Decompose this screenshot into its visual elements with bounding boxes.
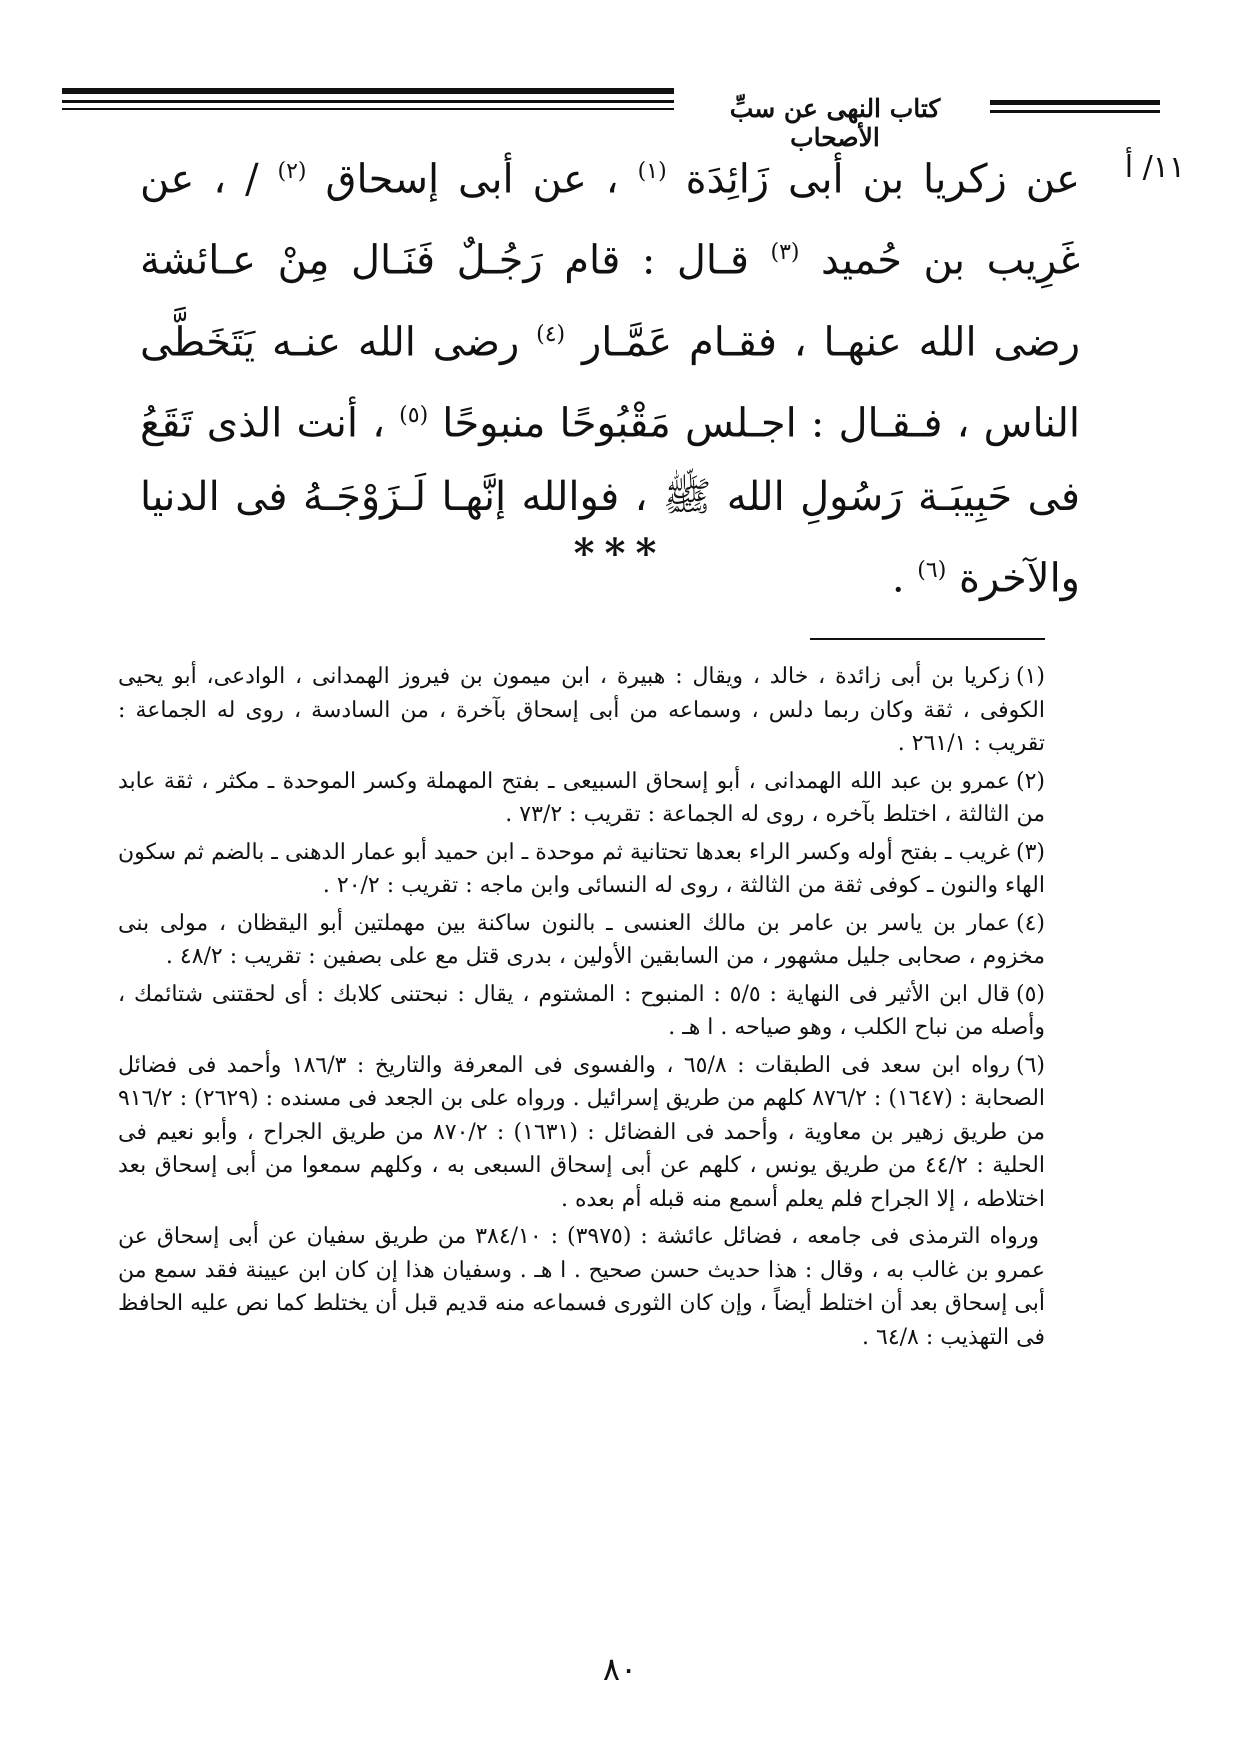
footnote-2 bbox=[118, 765, 1045, 832]
main-line-4: ، أنت الذى تَقَعُ فى حَبِيبَـة رَسُولِ الله ﷺ ، فوالله إنَّهـا لَـزَوْجَـهُ فى الدنيا والآخرة bbox=[140, 400, 1080, 602]
main-line-1c: / ، عن غَرِيب بن حُميد bbox=[140, 156, 1080, 284]
header-rule-left-thick bbox=[62, 88, 674, 94]
footnote-number: (٣) bbox=[1015, 839, 1045, 865]
footnote-number: (١) bbox=[1015, 664, 1045, 689]
main-line-1b: ، عن أبى إسحاق bbox=[325, 156, 619, 203]
footnote-number: (٢) bbox=[1015, 768, 1045, 794]
header-rule-right-thick bbox=[990, 100, 1160, 105]
main-line-4-end: . bbox=[891, 555, 905, 602]
footnote-marker-6: (٦) bbox=[917, 558, 947, 584]
footnote-separator bbox=[810, 638, 1045, 640]
footnote-text: قال ابن الأثير فى النهاية : ٥/٥ : المنبوح : المشتوم ، يقال : نبحتنى كلابك : أى لحقتنى شتائمك ، وأصله من نباح الكلب ، وهو صياحه . ا هـ . bbox=[118, 981, 1045, 1040]
footnote-5 bbox=[118, 978, 1045, 1045]
footnote-marker-5: (٥) bbox=[399, 402, 429, 428]
footnote-text: زكريا بن أبى زائدة ، خالد ، ويقال : هبيرة ، ابن ميمون بن فيروز الهمدانى ، الوادعى، أبو يحيى الكوفى ، ثقة وكان ربما دلس ، وسماعه من أبى إسحاق بآخرة ، من السادسة ، روى له الجماعة : تقريب : ٢٦١/١ . bbox=[118, 664, 1045, 756]
footnotes bbox=[118, 660, 1045, 1358]
footnote-6-continued bbox=[118, 1220, 1045, 1354]
page-number: ٨٠ bbox=[602, 1650, 638, 1688]
footnote-text: رواه ابن سعد فى الطبقات : ٦٥/٨ ، والفسوى فى المعرفة والتاريخ : ١٨٦/٣ وأحمد فى فضائل الصحابة : (١٦٤٧) : ٨٧٦/٢ كلهم من طريق إسرائيل . ورواه على بن الجعد فى مسنده : (٢٦٢٩) : ٩١٦/٢ من طريق زهير بن معاوية ، وأحمد فى الفضائل : (١٦٣١) : ٨٧٠/٢ من طريق الجراح ، وأبو نعيم فى الحلية : ٤٤/٢ من طريق يونس ، كلهم عن أبى إسحاق السبعى به ، وكلهم سمعوا من أبى إسحاق بعد اختلاطه ، إلا الجراح فلم يعلم أسمع منه قبله أم بعده . bbox=[118, 1052, 1046, 1212]
footnote-marker-4: (٤) bbox=[536, 321, 566, 347]
footnote-number: (٤) bbox=[1015, 910, 1045, 936]
header-rule-right-thin bbox=[990, 110, 1160, 113]
main-line-1: عن زكريا بن أبى زَائِدَة bbox=[685, 156, 1081, 203]
footnote-6 bbox=[118, 1049, 1045, 1217]
running-header: كتاب النهى عن سبِّ الأصحاب bbox=[729, 94, 941, 152]
footnote-number bbox=[1039, 1224, 1045, 1249]
main-line-3: رضى الله عنـه يَتَخَطَّى الناس ، فـقـال : اجـلس مَقْبُوحًا منبوحًا bbox=[140, 318, 1081, 447]
footnote-text: عمار بن ياسر بن عامر بن مالك العنسى ـ بالنون ساكنة بين مهملتين أبو اليقظان ، مولى بنى مخزوم ، صحابى جليل مشهور ، من السابقين الأولين ، بدرى قتل مع على بصفين : تقريب : ٤٨/٢ . bbox=[118, 910, 1045, 969]
folio-marker: ١١/ أ bbox=[1124, 150, 1185, 185]
main-line-2: قـال : قام رَجُـلٌ فَنَـال مِنْ عـائشة رضى الله عنهـا ، فقـام عَمَّـار bbox=[140, 237, 1081, 365]
footnote-marker-3: (٣) bbox=[770, 240, 800, 266]
footnote-text: عمرو بن عبد الله الهمدانى ، أبو إسحاق السبيعى ـ بفتح المهملة وكسر الموحدة ـ مكثر ، ثقة عابد من الثالثة ، اختلط بآخره ، روى له الجماعة : تقريب : ٧٣/٢ . bbox=[118, 768, 1045, 827]
footnote-1 bbox=[118, 660, 1045, 761]
footnote-number: (٥) bbox=[1015, 981, 1045, 1007]
section-divider: *** bbox=[573, 530, 667, 577]
header-rule-left-thin-2 bbox=[62, 108, 674, 110]
footnote-4 bbox=[118, 907, 1045, 974]
footnote-3 bbox=[118, 836, 1045, 903]
footnote-text: غريب ـ بفتح أوله وكسر الراء بعدها تحتانية ثم موحدة ـ ابن حميد أبو عمار الدهنى ـ بالضم ثم سكون الهاء والنون ـ كوفى ثقة من الثالثة ، روى له النسائى وابن ماجه : تقريب : ٢٠/٢ . bbox=[118, 839, 1045, 898]
header-rule-left-thin bbox=[62, 100, 674, 103]
footnote-text: ورواه الترمذى فى جامعه ، فضائل عائشة : (٣٩٧٥) : ٣٨٤/١٠ من طريق سفيان عن أبى إسحاق عن عمرو بن غالب به ، وقال : هذا حديث حسن صحيح . ا هـ . وسفيان هذا إن كان ابن عيينة فقد سمع من أبى إسحاق بعد أن اختلط أيضاً ، وإن كان الثورى فسماعه منه قديم قبل أن يختلط كما نص عليه الحافظ فى التهذيب : ٦٤/٨ . bbox=[118, 1224, 1045, 1350]
footnote-marker-2: (٢) bbox=[277, 159, 307, 184]
footnote-number: (٦) bbox=[1015, 1052, 1045, 1078]
footnote-marker-1: (١) bbox=[637, 159, 667, 184]
